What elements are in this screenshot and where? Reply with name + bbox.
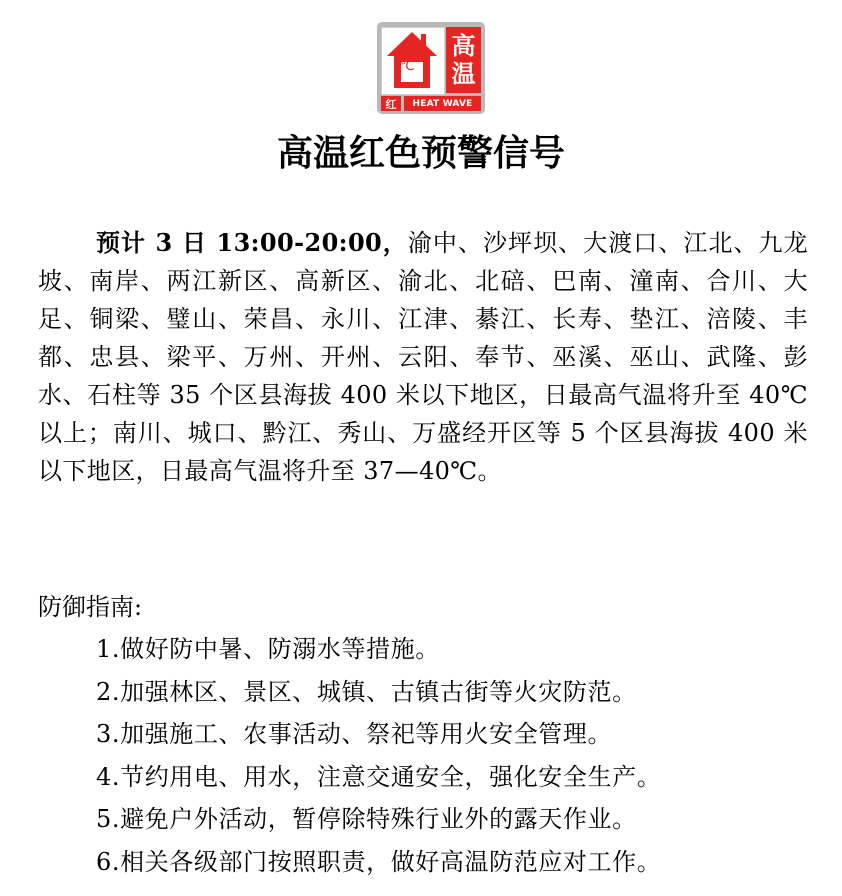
- defense-guide-title: 防御指南:: [38, 593, 143, 621]
- guide-item: 1.做好防中暑、防溺水等措施。: [96, 635, 440, 663]
- warning-type-char-bottom: 温: [451, 60, 476, 88]
- forecast-time: 预计 3 日 13:00-20:00，: [96, 228, 408, 257]
- guide-item: 3.加强施工、农事活动、祭祀等用火安全管理。: [96, 720, 613, 748]
- warning-type-char-top: 高: [451, 32, 476, 60]
- guide-item: 4.节约用电、用水，注意交通安全，强化安全生产。: [96, 762, 662, 791]
- guide-item: 5.避免户外活动，暂停除特殊行业外的露天作业。: [96, 805, 637, 833]
- warning-notice: [38, 224, 808, 490]
- celsius-unit: ℃: [400, 59, 415, 74]
- heat-wave-red-warning-logo: [377, 22, 485, 114]
- affected-areas-text: 渝中、沙坪坝、大渡口、江北、九龙坡、南岸、两江新区、高新区、渝北、北碚、巴南、潼南、合川、大足、铜梁、璧山、荣昌、永川、江津、綦江、长寿、垫江、涪陵、丰都、忠县、梁平、万州、开州、云阳、奉节、巫溪、巫山、武隆、彭水、石柱等 35 个区县海拔 400 米以下地区，日最高气温将升至 40℃以上；南川、城口、黔江、秀山、万盛经开区等 5 个区县海拔 400 米以下地区，日最高气温将升至 37—40℃。: [38, 229, 808, 485]
- guide-item: 6.相关各级部门按照职责，做好高温防范应对工作。: [96, 847, 662, 876]
- logo-bottom-bar: [381, 96, 481, 111]
- warning-level-chip: 红: [381, 96, 401, 111]
- guide-item: 2.加强林区、景区、城镇、古镇古街等火灾防范。: [96, 677, 637, 706]
- heat-wave-label: HEAT WAVE: [404, 96, 481, 111]
- warning-type-label: [446, 27, 481, 93]
- defense-guide-list: [96, 628, 661, 883]
- page-title: 高温红色预警信号: [276, 133, 565, 174]
